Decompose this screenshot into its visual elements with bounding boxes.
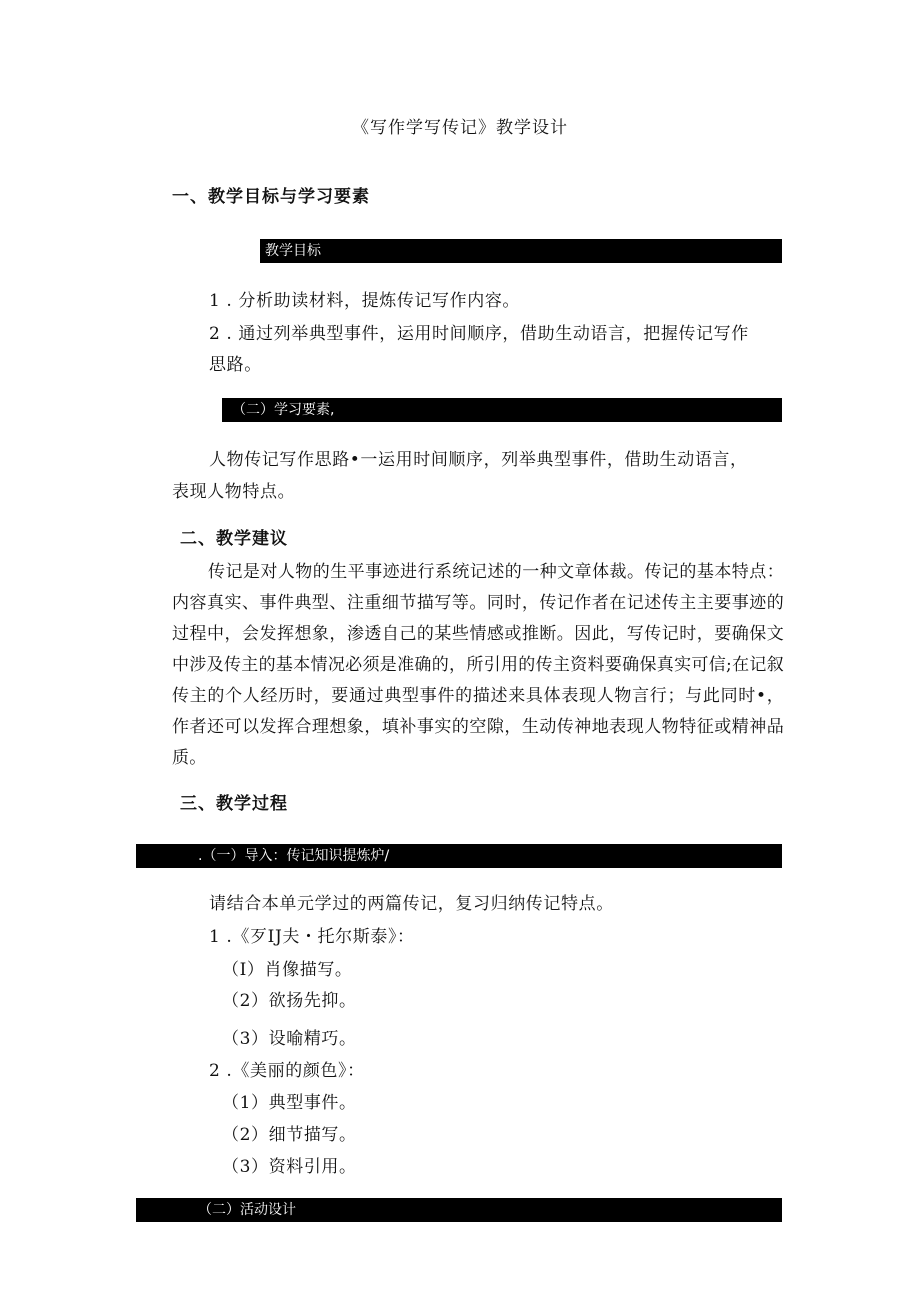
work-1-point-2: （2）欲扬先抑。 xyxy=(222,991,357,1011)
goals-bar: 教学目标 xyxy=(260,239,782,263)
elements-text-line-2: 表现人物特点。 xyxy=(172,482,296,502)
goal-item-2: 2 . 通过列举典型事件，运用时间顺序，借助生动语言，把握传记写作 xyxy=(209,324,749,344)
work-item-2: 2 .《美丽的颜色》： xyxy=(209,1061,365,1081)
section-heading-goals: 一、教学目标与学习要素 xyxy=(172,187,370,207)
work-2-point-1: （1）典型事件。 xyxy=(222,1093,357,1113)
elements-bar: （二）学习要素, xyxy=(222,398,782,422)
work-1-point-3: （3）设喻精巧。 xyxy=(222,1029,357,1049)
work-1-point-1: （I）肖像描写。 xyxy=(222,960,353,980)
activity-bar: （二）活动设计 xyxy=(136,1198,782,1222)
goal-item-2-cont: 思路。 xyxy=(209,355,262,375)
page-title: 《写作学写传记》教学设计 xyxy=(352,118,568,138)
intro-bar: .（一）导入：传记知识提炼炉/ xyxy=(136,844,782,868)
elements-text-line-1: 人物传记写作思路•一运用时间顺序，列举典型事件，借助生动语言， xyxy=(209,450,748,470)
work-2-point-3: （3）资料引用。 xyxy=(222,1157,357,1177)
section-heading-suggestions: 二、教学建议 xyxy=(180,529,288,549)
work-item-1: 1 .《歹IJ夫・托尔斯泰》： xyxy=(209,927,415,947)
work-2-point-2: （2）细节描写。 xyxy=(222,1125,357,1145)
suggestions-paragraph: 传记是对人物的生平事迹进行系统记述的一种文章体裁。传记的基本特点：内容真实、事件典型、注重细节描写等。同时，传记作者在记述传主主要事迹的过程中，会发挥想象，渗透自己的某些情感或推断。因此，写传记时，要确保文中涉及传主的基本情况必须是准确的，所引用的传主资料要确保真实可信;在记叙传主的个人经历时，要通过典型事件的描述来具体表现人物言行；与此同时•，作者还可以发挥合理想象，填补事实的空隙，生动传神地表现人物特征或精神品质。 xyxy=(172,562,784,768)
intro-text: 请结合本单元学过的两篇传记，复习归纳传记特点。 xyxy=(209,894,614,914)
section-heading-process: 三、教学过程 xyxy=(180,794,288,814)
goal-item-1: 1 . 分析助读材料，提炼传记写作内容。 xyxy=(209,291,521,311)
